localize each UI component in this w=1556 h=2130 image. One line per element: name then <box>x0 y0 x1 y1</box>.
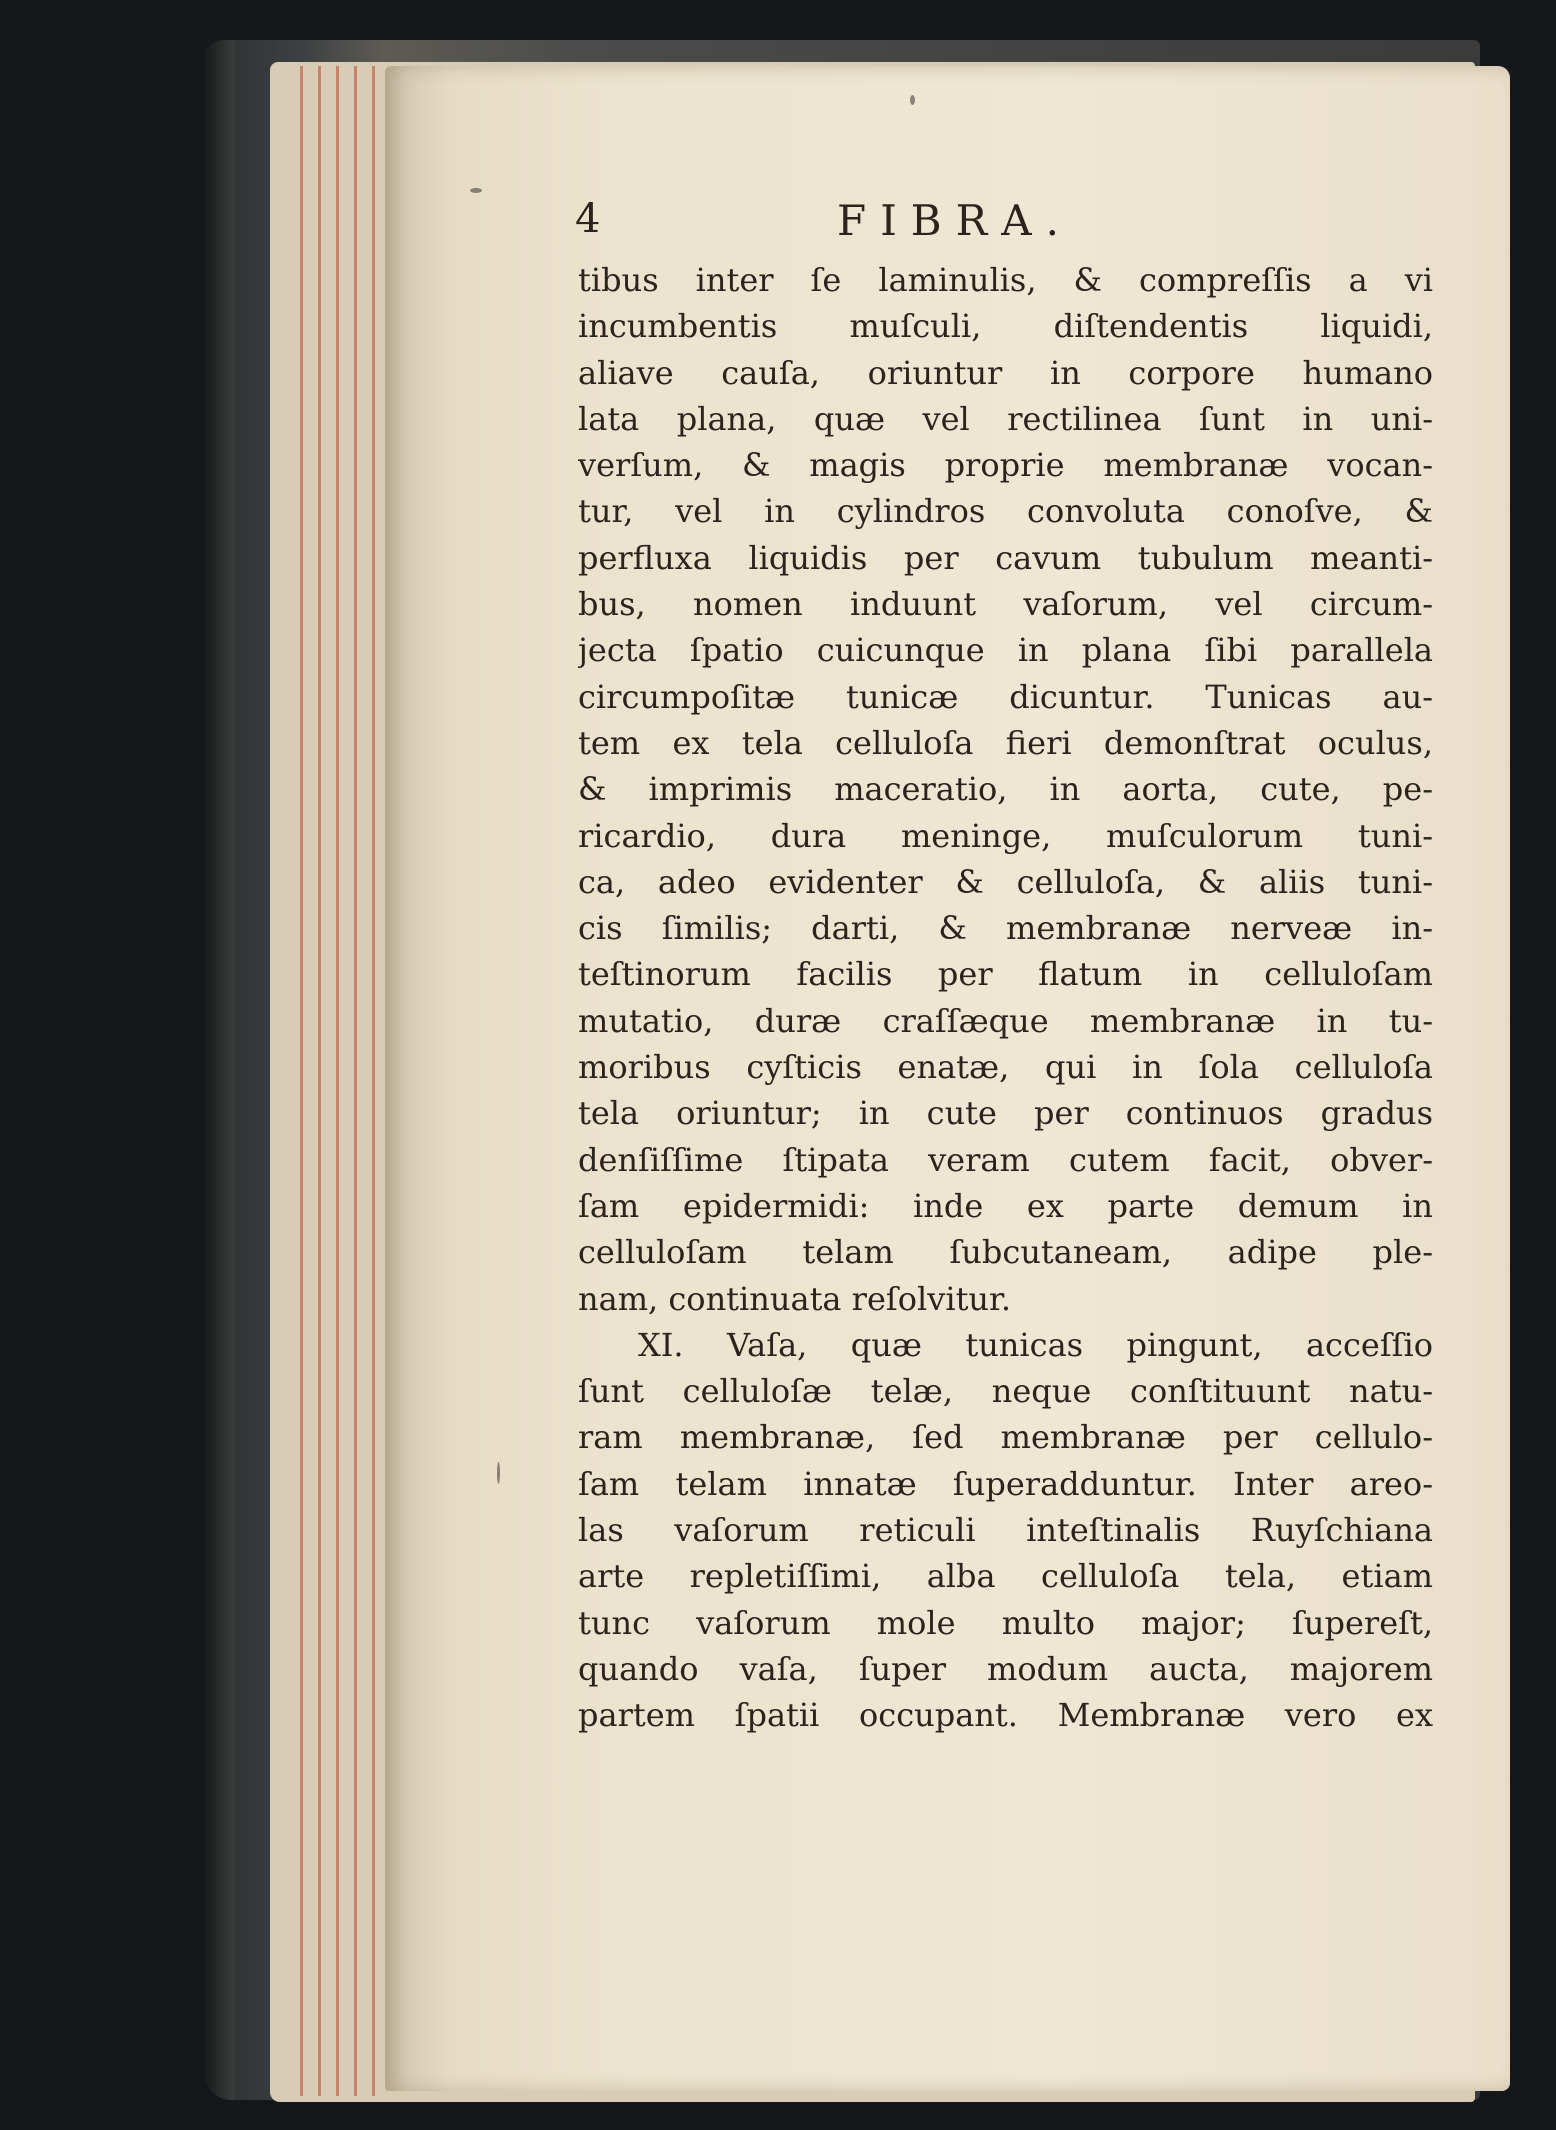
page-edge-line <box>318 66 321 2096</box>
page-edge-line <box>300 66 303 2096</box>
text-line: ſam telam innatæ ſuperadduntur. Inter areo- <box>578 1464 1433 1503</box>
page-edge-line <box>336 66 339 2096</box>
text-line: perfluxa liquidis per cavum tubulum meanti- <box>578 538 1433 577</box>
page-header <box>575 196 1475 256</box>
text-line: partem ſpatii occupant. Membranæ vero ex <box>578 1696 1433 1735</box>
text-line: jecta ſpatio cuicunque in plana ſibi parallela <box>578 631 1433 670</box>
text-line: denſiſſime ſtipata veram cutem facit, obver- <box>578 1140 1433 1179</box>
text-line: celluloſam telam ſubcutaneam, adipe ple- <box>578 1233 1433 1272</box>
text-line: quando vaſa, ſuper modum aucta, majorem <box>578 1649 1433 1688</box>
text-line: aliave cauſa, oriuntur in corpore humano <box>578 353 1433 392</box>
text-line: arte repletiſſimi, alba celluloſa tela, etiam <box>578 1557 1433 1596</box>
text-line: tunc vaſorum mole multo major; ſupereſt, <box>578 1603 1433 1642</box>
page-number: 4 <box>575 196 601 242</box>
text-line: ca, adeo evidenter & celluloſa, & aliis tuni- <box>578 862 1433 901</box>
text-line: las vaſorum reticuli inteſtinalis Ruyſchiana <box>578 1511 1433 1550</box>
text-line: ſam epidermidi: inde ex parte demum in <box>578 1186 1433 1225</box>
text-line: incumbentis muſculi, diſtendentis liquidi, <box>578 307 1433 346</box>
ink-speck <box>470 188 482 193</box>
text-line: moribus cyſticis enatæ, qui in ſola celluloſa <box>578 1048 1433 1087</box>
text-line: circumpoſitæ tunicæ dicuntur. Tunicas au- <box>578 677 1433 716</box>
text-line: cis ſimilis; darti, & membranæ nerveæ in- <box>578 909 1433 948</box>
page-edge-line <box>354 66 357 2096</box>
text-line: lata plana, quæ vel rectilinea ſunt in uni- <box>578 399 1433 438</box>
text-line: tibus inter ſe laminulis, & compreſſis a vi <box>578 261 1433 299</box>
text-line: tur, vel in cylindros convoluta conoſve, & <box>578 492 1433 531</box>
text-line: tela oriuntur; in cute per continuos gradus <box>578 1094 1433 1133</box>
text-line: nam, continuata reſolvitur. <box>578 1279 1011 1318</box>
text-line: tem ex tela celluloſa fieri demonſtrat oculus, <box>578 723 1433 762</box>
book-spine <box>205 40 235 2100</box>
text-line: bus, nomen induunt vaſorum, vel circum- <box>578 585 1433 624</box>
text-line: & imprimis maceratio, in aorta, cute, pe- <box>578 770 1433 809</box>
text-line: verſum, & magis proprie membranæ vocan- <box>578 446 1433 485</box>
ink-speck <box>910 95 915 105</box>
ink-speck <box>497 1462 500 1484</box>
text-line: mutatio, duræ craſſæque membranæ in tu- <box>578 1001 1433 1040</box>
body-text <box>578 257 1433 1739</box>
text-line: ſunt celluloſæ telæ, neque conſtituunt natu- <box>578 1372 1433 1411</box>
page-edge-line <box>372 66 375 2096</box>
text-line: teſtinorum facilis per flatum in celluloſam <box>578 955 1433 994</box>
text-line: ricardio, dura meninge, muſculorum tuni- <box>578 816 1433 855</box>
text-line: ram membranæ, ſed membranæ per cellulo- <box>578 1418 1433 1457</box>
running-head: FIBRA. <box>837 196 1073 245</box>
section-line: XI. Vaſa, quæ tunicas pingunt, acceſſio <box>638 1325 1433 1364</box>
